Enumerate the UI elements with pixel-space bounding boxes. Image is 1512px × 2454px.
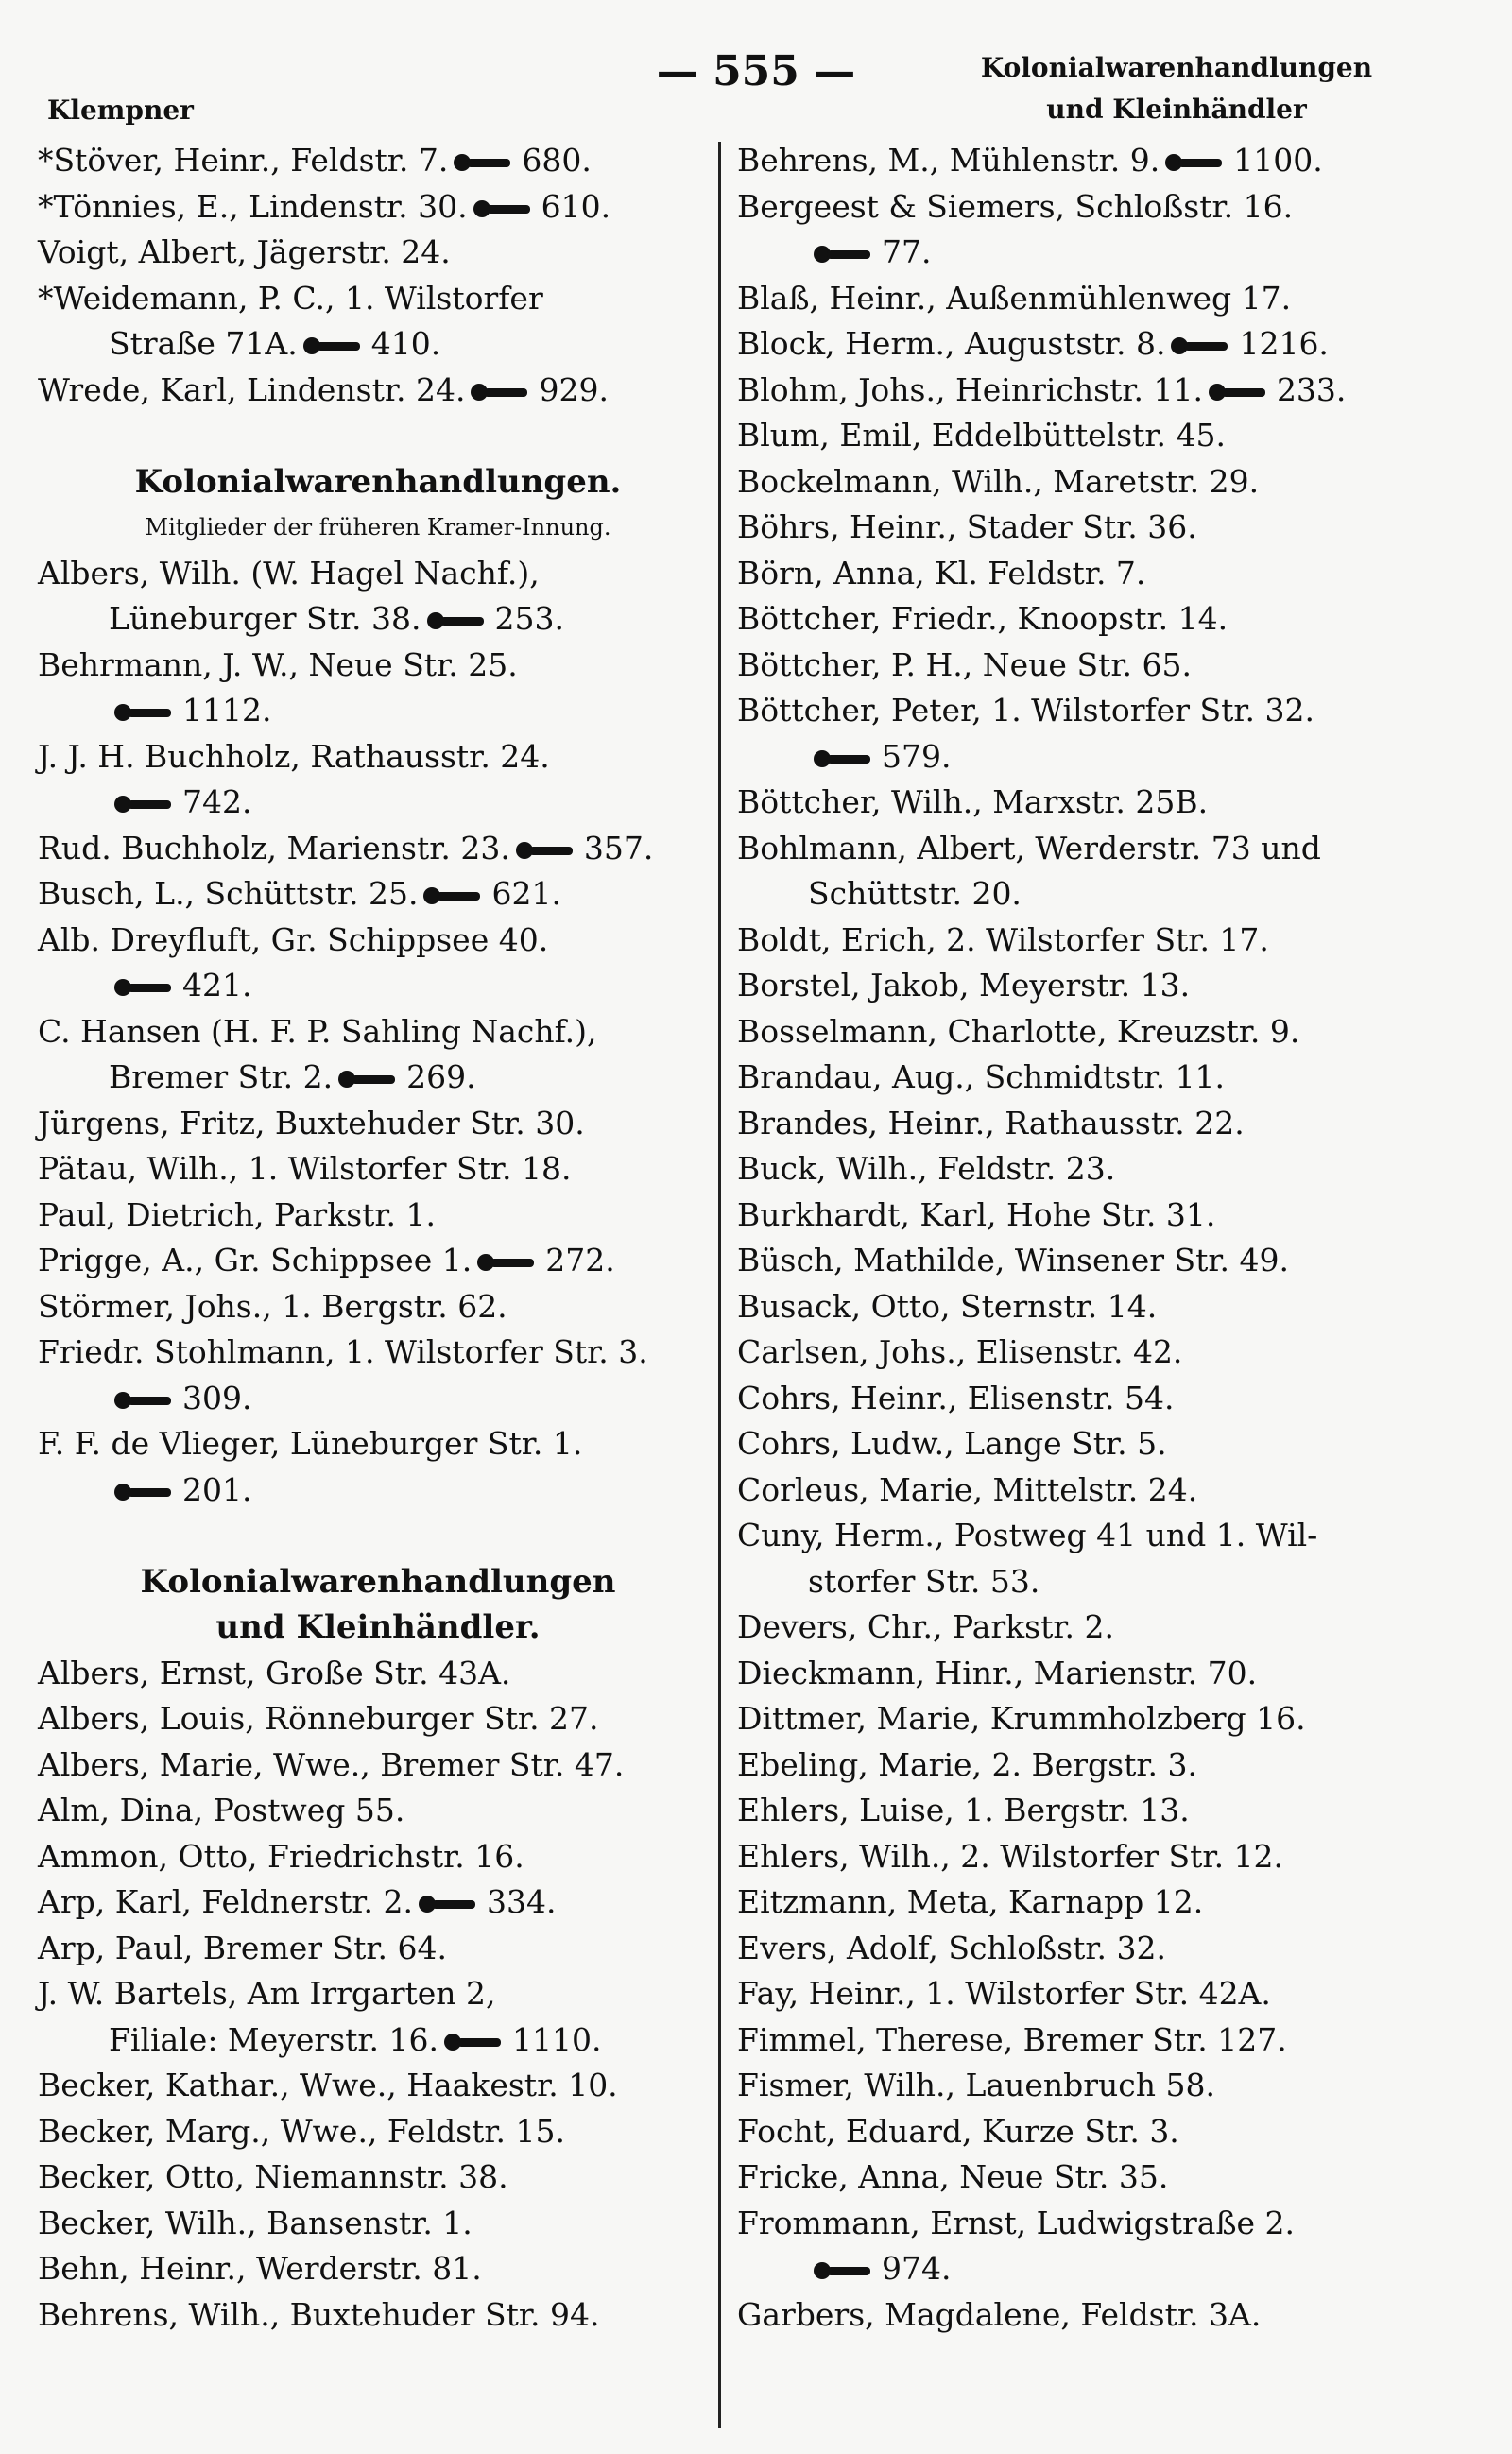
telephone-number: 1216. bbox=[1239, 325, 1329, 362]
directory-entry bbox=[737, 1330, 1484, 1376]
directory-entry bbox=[737, 596, 1484, 643]
directory-entry bbox=[38, 1101, 718, 1147]
running-header-left: Klempner bbox=[47, 94, 194, 126]
entry-text: Corleus, Marie, Mittelstr. 24. bbox=[737, 1470, 1198, 1508]
telephone-number: 621. bbox=[491, 875, 561, 912]
directory-entry bbox=[38, 230, 718, 276]
entry-text: Evers, Adolf, Schloßstr. 32. bbox=[737, 1929, 1166, 1966]
telephone-icon bbox=[114, 977, 173, 998]
entry-text: Friedr. Stohlmann, 1. Wilstorfer Str. 3. bbox=[38, 1333, 648, 1370]
directory-entry bbox=[737, 1009, 1484, 1055]
entry-text: Ebeling, Marie, 2. Bergstr. 3. bbox=[737, 1745, 1197, 1783]
telephone-icon bbox=[814, 748, 872, 769]
entry-text: Bockelmann, Wilh., Maretstr. 29. bbox=[737, 462, 1260, 500]
telephone-icon bbox=[114, 702, 173, 723]
section-subheading bbox=[38, 505, 718, 551]
entry-text: Fay, Heinr., 1. Wilstorfer Str. 42A. bbox=[737, 1975, 1271, 2012]
entry-text: und Kleinhändler. bbox=[215, 1608, 541, 1646]
directory-entry bbox=[38, 184, 718, 231]
telephone-icon bbox=[114, 1482, 173, 1502]
directory-entry bbox=[38, 2292, 718, 2339]
directory-entry bbox=[38, 1788, 718, 1834]
telephone-number: 929. bbox=[539, 370, 609, 408]
directory-entry bbox=[737, 321, 1484, 368]
entry-text: Börn, Anna, Kl. Feldstr. 7. bbox=[737, 554, 1146, 592]
directory-entry bbox=[737, 918, 1484, 964]
directory-entry bbox=[737, 1605, 1484, 1651]
directory-entry bbox=[737, 871, 1484, 918]
directory-entry bbox=[38, 1421, 718, 1467]
entry-text: Alm, Dina, Postweg 55. bbox=[38, 1792, 405, 1828]
directory-entry bbox=[38, 734, 718, 781]
entry-text: Becker, Otto, Niemannstr. 38. bbox=[38, 2158, 508, 2195]
telephone-number: 742. bbox=[182, 783, 252, 820]
entry-text: J. J. H. Buchholz, Rathausstr. 24. bbox=[38, 737, 550, 775]
directory-entry bbox=[38, 1193, 718, 1239]
entry-text: Bohlmann, Albert, Werderstr. 73 und bbox=[737, 829, 1321, 867]
entry-text: Dittmer, Marie, Krummholzberg 16. bbox=[737, 1700, 1306, 1737]
telephone-icon bbox=[814, 244, 872, 265]
directory-entry bbox=[38, 1696, 718, 1742]
entry-text: Fismer, Wilh., Lauenbruch 58. bbox=[737, 2067, 1215, 2103]
directory-entry bbox=[737, 1513, 1484, 1559]
telephone-number: 974. bbox=[882, 2250, 952, 2287]
directory-entry bbox=[38, 1284, 718, 1330]
entry-text: storfer Str. 53. bbox=[808, 1562, 1040, 1600]
entry-text: Böttcher, Wilh., Marxstr. 25B. bbox=[737, 783, 1209, 820]
entry-text: Behrens, M., Mühlenstr. 9. bbox=[737, 142, 1160, 179]
directory-entry bbox=[737, 2063, 1484, 2109]
entry-text: Kolonialwarenhandlungen bbox=[140, 1562, 616, 1601]
telephone-icon bbox=[423, 885, 482, 906]
entry-text: Böhrs, Heinr., Stader Str. 36. bbox=[737, 508, 1197, 545]
entry-text: Behn, Heinr., Werderstr. 81. bbox=[38, 2250, 482, 2287]
entry-text: Borstel, Jakob, Meyerstr. 13. bbox=[737, 967, 1191, 1004]
running-header-right-line-1: Kolonialwarenhandlungen bbox=[980, 52, 1373, 83]
left-column bbox=[38, 138, 718, 2338]
directory-entry bbox=[38, 551, 718, 597]
entry-text: Devers, Chr., Parkstr. 2. bbox=[737, 1608, 1114, 1645]
directory-entry bbox=[737, 1055, 1484, 1101]
directory-entry bbox=[38, 826, 718, 872]
entry-text: Blaß, Heinr., Außenmühlenweg 17. bbox=[737, 279, 1292, 317]
page-number: — 555 — bbox=[656, 47, 856, 95]
directory-entry bbox=[737, 688, 1484, 734]
directory-entry bbox=[737, 1101, 1484, 1147]
telephone-number: 357. bbox=[583, 829, 654, 867]
entry-text: Büsch, Mathilde, Winsener Str. 49. bbox=[737, 1242, 1290, 1278]
telephone-icon bbox=[477, 1252, 536, 1273]
section-heading bbox=[38, 1559, 718, 1605]
entry-text: Böttcher, Friedr., Knoopstr. 14. bbox=[737, 600, 1228, 637]
telephone-icon bbox=[114, 794, 173, 815]
entry-text: Busack, Otto, Sternstr. 14. bbox=[737, 1287, 1158, 1325]
telephone-icon bbox=[338, 1069, 397, 1090]
entry-text: Rud. Buchholz, Marienstr. 23. bbox=[38, 829, 510, 867]
telephone-icon bbox=[814, 2260, 872, 2281]
directory-entry bbox=[38, 138, 718, 184]
directory-entry bbox=[38, 2246, 718, 2292]
directory-entry bbox=[38, 2017, 718, 2064]
directory-entry bbox=[737, 1788, 1484, 1834]
spacer bbox=[38, 1513, 718, 1559]
directory-entry bbox=[737, 1651, 1484, 1697]
telephone-number: 680. bbox=[522, 142, 592, 179]
directory-entry bbox=[38, 1055, 718, 1101]
directory-entry bbox=[737, 184, 1484, 231]
directory-entry bbox=[737, 1879, 1484, 1926]
directory-entry bbox=[38, 2201, 718, 2247]
directory-entry bbox=[737, 2246, 1484, 2292]
directory-entry bbox=[38, 368, 718, 414]
entry-text: Pätau, Wilh., 1. Wilstorfer Str. 18. bbox=[38, 1150, 572, 1187]
telephone-number: 272. bbox=[545, 1242, 615, 1278]
directory-entry bbox=[38, 1146, 718, 1193]
directory-entry bbox=[38, 780, 718, 826]
telephone-number: 1100. bbox=[1233, 142, 1323, 179]
entry-text: J. W. Bartels, Am Irrgarten 2, bbox=[38, 1975, 496, 2012]
entry-text: Ehlers, Wilh., 2. Wilstorfer Str. 12. bbox=[737, 1837, 1284, 1875]
directory-entry bbox=[38, 596, 718, 643]
running-header-right bbox=[969, 47, 1384, 130]
running-header-right-line-2: und Kleinhändler bbox=[1046, 94, 1307, 125]
entry-text: Böttcher, P. H., Neue Str. 65. bbox=[737, 645, 1192, 683]
directory-entry bbox=[737, 2292, 1484, 2339]
directory-entry bbox=[737, 2109, 1484, 2155]
entry-text: Ehlers, Luise, 1. Bergstr. 13. bbox=[737, 1792, 1190, 1828]
telephone-number: 1110. bbox=[512, 2020, 602, 2058]
entry-text: *Tönnies, E., Lindenstr. 30. bbox=[38, 187, 468, 225]
telephone-icon bbox=[473, 198, 532, 219]
entry-text: Dieckmann, Hinr., Marienstr. 70. bbox=[737, 1654, 1258, 1691]
directory-entry bbox=[737, 413, 1484, 459]
entry-text: Cuny, Herm., Postweg 41 und 1. Wil- bbox=[737, 1517, 1318, 1553]
directory-entry bbox=[737, 1971, 1484, 2017]
telephone-icon bbox=[516, 840, 575, 861]
entry-text: Albers, Ernst, Große Str. 43A. bbox=[38, 1654, 511, 1691]
entry-text: Störmer, Johs., 1. Bergstr. 62. bbox=[38, 1287, 507, 1325]
telephone-icon bbox=[114, 1390, 173, 1411]
directory-entry bbox=[38, 1467, 718, 1514]
entry-text: Boldt, Erich, 2. Wilstorfer Str. 17. bbox=[737, 920, 1269, 958]
entry-text: Eitzmann, Meta, Karnapp 12. bbox=[737, 1883, 1204, 1920]
directory-entry bbox=[38, 688, 718, 734]
entry-text: Carlsen, Johs., Elisenstr. 42. bbox=[737, 1333, 1183, 1370]
telephone-number: 410. bbox=[370, 325, 441, 362]
entry-text: Böttcher, Peter, 1. Wilstorfer Str. 32. bbox=[737, 692, 1314, 729]
entry-text: Block, Herm., Auguststr. 8. bbox=[737, 325, 1166, 362]
directory-entry bbox=[38, 1971, 718, 2017]
telephone-icon bbox=[419, 1894, 477, 1914]
telephone-icon bbox=[1209, 382, 1267, 403]
telephone-number: 233. bbox=[1276, 370, 1347, 408]
entry-text: Frommann, Ernst, Ludwigstraße 2. bbox=[737, 2204, 1295, 2241]
entry-text: Prigge, A., Gr. Schippsee 1. bbox=[38, 1242, 472, 1278]
directory-entry bbox=[737, 1696, 1484, 1742]
entry-text: C. Hansen (H. F. P. Sahling Nachf.), bbox=[38, 1012, 597, 1050]
telephone-icon bbox=[444, 2032, 503, 2052]
directory-entry bbox=[38, 1879, 718, 1926]
directory-entry bbox=[38, 1009, 718, 1055]
directory-entry bbox=[737, 1376, 1484, 1422]
entry-text: Cohrs, Ludw., Lange Str. 5. bbox=[737, 1425, 1167, 1462]
entry-text: Albers, Marie, Wwe., Bremer Str. 47. bbox=[38, 1745, 625, 1783]
entry-text: Ammon, Otto, Friedrichstr. 16. bbox=[38, 1837, 524, 1875]
entry-text: Jürgens, Fritz, Buxtehuder Str. 30. bbox=[38, 1104, 585, 1141]
directory-entry bbox=[38, 2154, 718, 2201]
directory-entry bbox=[737, 1467, 1484, 1514]
right-column bbox=[737, 138, 1484, 2338]
directory-entry bbox=[737, 1926, 1484, 1972]
entry-text: Voigt, Albert, Jägerstr. 24. bbox=[38, 233, 451, 270]
entry-text: Focht, Eduard, Kurze Str. 3. bbox=[737, 2112, 1179, 2150]
directory-entry bbox=[737, 1742, 1484, 1789]
directory-entry bbox=[38, 2109, 718, 2155]
directory-entry bbox=[737, 1284, 1484, 1330]
telephone-number: 610. bbox=[541, 187, 611, 225]
entry-text: Brandau, Aug., Schmidtstr. 11. bbox=[737, 1058, 1226, 1095]
entry-text: Bosselmann, Charlotte, Kreuzstr. 9. bbox=[737, 1012, 1300, 1050]
entry-text: Kolonialwarenhandlungen. bbox=[134, 462, 622, 501]
directory-entry bbox=[38, 321, 718, 368]
telephone-number: 309. bbox=[182, 1379, 252, 1416]
entry-text: Fricke, Anna, Neue Str. 35. bbox=[737, 2158, 1169, 2195]
directory-entry bbox=[737, 230, 1484, 276]
directory-entry bbox=[38, 1376, 718, 1422]
directory-entry bbox=[737, 551, 1484, 597]
telephone-icon bbox=[303, 335, 362, 356]
directory-entry bbox=[737, 2201, 1484, 2247]
telephone-icon bbox=[471, 382, 529, 403]
directory-entry bbox=[737, 2017, 1484, 2064]
entry-text: Buck, Wilh., Feldstr. 23. bbox=[737, 1150, 1116, 1187]
directory-entry bbox=[737, 780, 1484, 826]
directory-entry bbox=[737, 1238, 1484, 1284]
entry-text: Blum, Emil, Eddelbüttelstr. 45. bbox=[737, 417, 1227, 454]
entry-text: Albers, Louis, Rönneburger Str. 27. bbox=[38, 1700, 599, 1737]
entry-text: Arp, Karl, Feldnerstr. 2. bbox=[38, 1883, 414, 1920]
entry-text: Paul, Dietrich, Parkstr. 1. bbox=[38, 1195, 437, 1233]
telephone-icon bbox=[1165, 152, 1224, 173]
directory-entry bbox=[38, 1330, 718, 1376]
directory-entry bbox=[737, 505, 1484, 551]
directory-entry bbox=[737, 138, 1484, 184]
entry-text: Wrede, Karl, Lindenstr. 24. bbox=[38, 370, 466, 408]
entry-text: Becker, Kathar., Wwe., Haakestr. 10. bbox=[38, 2067, 618, 2103]
directory-entry bbox=[38, 918, 718, 964]
directory-entry bbox=[737, 734, 1484, 781]
directory-entry bbox=[38, 643, 718, 689]
entry-text: Busch, L., Schüttstr. 25. bbox=[38, 875, 419, 912]
entry-text: Becker, Wilh., Bansenstr. 1. bbox=[38, 2204, 472, 2241]
directory-entry bbox=[38, 1651, 718, 1697]
entry-text: Burkhardt, Karl, Hohe Str. 31. bbox=[737, 1195, 1216, 1233]
entry-text: Bergeest & Siemers, Schloßstr. 16. bbox=[737, 187, 1294, 225]
section-heading bbox=[38, 459, 718, 506]
entry-text: Behrens, Wilh., Buxtehuder Str. 94. bbox=[38, 2295, 600, 2333]
entry-text: Albers, Wilh. (W. Hagel Nachf.), bbox=[38, 554, 540, 592]
telephone-number: 269. bbox=[406, 1058, 476, 1095]
telephone-number: 77. bbox=[882, 233, 932, 270]
telephone-icon bbox=[1171, 335, 1229, 356]
directory-entry bbox=[737, 276, 1484, 322]
directory-entry bbox=[737, 459, 1484, 506]
entry-text: Lüneburger Str. 38. bbox=[109, 600, 421, 637]
directory-entry bbox=[737, 1834, 1484, 1880]
entry-text: F. F. de Vlieger, Lüneburger Str. 1. bbox=[38, 1425, 583, 1462]
directory-entry bbox=[737, 1193, 1484, 1239]
column-divider bbox=[718, 142, 721, 2428]
directory-entry bbox=[38, 1238, 718, 1284]
directory-entry bbox=[737, 1146, 1484, 1193]
directory-entry bbox=[38, 1742, 718, 1789]
section-heading bbox=[38, 1605, 718, 1651]
telephone-icon bbox=[427, 610, 486, 631]
entry-text: Alb. Dreyfluft, Gr. Schippsee 40. bbox=[38, 920, 549, 958]
directory-entry bbox=[737, 1421, 1484, 1467]
entry-text: Garbers, Magdalene, Feldstr. 3A. bbox=[737, 2295, 1262, 2333]
entry-text: Straße 71A. bbox=[109, 325, 298, 362]
telephone-number: 253. bbox=[494, 600, 564, 637]
entry-text: *Stöver, Heinr., Feldstr. 7. bbox=[38, 142, 449, 179]
directory-entry bbox=[38, 871, 718, 918]
entry-text: Fimmel, Therese, Bremer Str. 127. bbox=[737, 2020, 1287, 2058]
directory-entry bbox=[737, 826, 1484, 872]
entry-text: Arp, Paul, Bremer Str. 64. bbox=[38, 1929, 448, 1966]
telephone-number: 1112. bbox=[182, 692, 272, 729]
entry-text: Brandes, Heinr., Rathausstr. 22. bbox=[737, 1104, 1245, 1141]
entry-text: Blohm, Johs., Heinrichstr. 11. bbox=[737, 370, 1203, 408]
directory-entry bbox=[38, 2063, 718, 2109]
entry-text: *Weidemann, P. C., 1. Wilstorfer bbox=[38, 279, 543, 317]
telephone-number: 579. bbox=[882, 737, 952, 775]
entry-text: Schüttstr. 20. bbox=[808, 875, 1022, 912]
entry-text: Bremer Str. 2. bbox=[109, 1058, 334, 1095]
directory-entry bbox=[737, 1559, 1484, 1605]
spacer bbox=[38, 413, 718, 459]
directory-entry bbox=[737, 643, 1484, 689]
telephone-number: 201. bbox=[182, 1470, 252, 1508]
directory-entry bbox=[737, 368, 1484, 414]
entry-text: Filiale: Meyerstr. 16. bbox=[109, 2020, 438, 2058]
directory-entry bbox=[737, 963, 1484, 1009]
directory-entry bbox=[38, 963, 718, 1009]
telephone-number: 334. bbox=[487, 1883, 557, 1920]
telephone-icon bbox=[454, 152, 512, 173]
directory-entry bbox=[38, 276, 718, 322]
telephone-number: 421. bbox=[182, 967, 252, 1004]
directory-entry bbox=[737, 2154, 1484, 2201]
entry-text: Cohrs, Heinr., Elisenstr. 54. bbox=[737, 1379, 1175, 1416]
directory-entry bbox=[38, 1834, 718, 1880]
entry-text: Behrmann, J. W., Neue Str. 25. bbox=[38, 645, 518, 683]
entry-text: Becker, Marg., Wwe., Feldstr. 15. bbox=[38, 2112, 566, 2150]
entry-text: Mitglieder der früheren Kramer-Innung. bbox=[145, 514, 611, 541]
directory-entry bbox=[38, 1926, 718, 1972]
